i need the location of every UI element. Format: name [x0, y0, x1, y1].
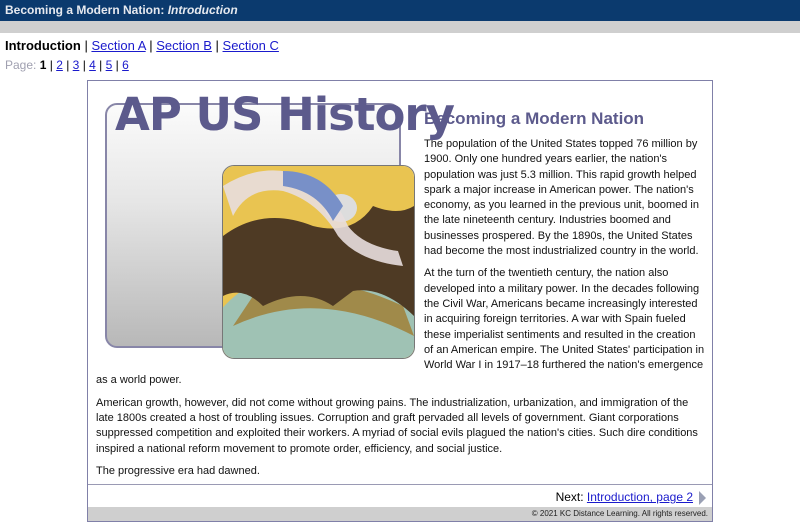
eagle-globe-image — [222, 165, 415, 359]
page-6-link[interactable]: 6 — [122, 58, 129, 72]
page-2-link[interactable]: 2 — [56, 58, 63, 72]
section-c-link[interactable]: Section C — [222, 38, 279, 53]
next-page-link[interactable]: Introduction, page 2 — [586, 490, 693, 505]
divider-band — [0, 21, 800, 33]
article-title: Becoming a Modern Nation — [424, 109, 645, 128]
next-arrow-icon[interactable] — [699, 491, 706, 505]
subtitle: Introduction — [167, 3, 238, 17]
paragraph: At the turn of the twentieth century, the nation also developed into a military power. In the decades following the Civil War, Americans became increasingly interested in acquiring foreign territories. A war with Spain fueled these imperialist sentiments and resulted in the creation of an American empire. The United States' participation in World War I in 1917–18 furthered the nation's emergence as a world power. — [96, 267, 705, 387]
paragraph: The population of the United States topped 76 million by 1900. Only one hundred years earlier, the nation's population was just 5.3 million. This rapid growth helped spark a major increase in American power. The nation's economy, as you learned in the previous unit, boomed in the late nineteenth century. Industries boomed and businesses prospered. By the 1890s, the United States had become the most industrialized country in the world. — [424, 138, 699, 258]
next-label: Next: — [555, 490, 584, 505]
content-box — [87, 80, 713, 522]
course-banner — [105, 88, 454, 361]
page-label: Page: — [5, 58, 37, 72]
page-4-link[interactable]: 4 — [89, 58, 96, 72]
copyright: © 2021 KC Distance Learning. All rights reserved. — [531, 509, 708, 519]
page-3-link[interactable]: 3 — [72, 58, 80, 72]
paragraph: American growth, however, did not come without growing pains. The industrialization, urbanization, and immigration of the late 1800s created a host of troubling issues. Corruption and graft pervaded all levels of government. Giant corporations suppressed competition and exploited their workers. A myriad of social evils plagued the nation's cities. Such dire conditions inspired a national reform movement to promote order, efficiency, and social justice. — [96, 396, 698, 455]
page-5-link[interactable]: 5 — [105, 58, 113, 72]
section-a-link[interactable]: Section A — [91, 38, 146, 53]
logo-text: AP US History — [115, 88, 454, 141]
title-bar — [0, 0, 800, 21]
current-section: Introduction — [5, 38, 81, 53]
footer — [88, 507, 712, 521]
section-b-link[interactable]: Section B — [156, 38, 212, 53]
title: Becoming a Modern Nation: — [5, 3, 165, 17]
next-nav — [88, 485, 712, 507]
section-nav: Introduction | Section A | Section B | Section C — [5, 38, 279, 53]
paragraph: The progressive era had dawned. — [96, 464, 260, 477]
current-page: 1 — [39, 58, 47, 72]
page-nav: Page: 1 | 2 | 3 | 4 | 5 | 6 — [5, 58, 129, 72]
